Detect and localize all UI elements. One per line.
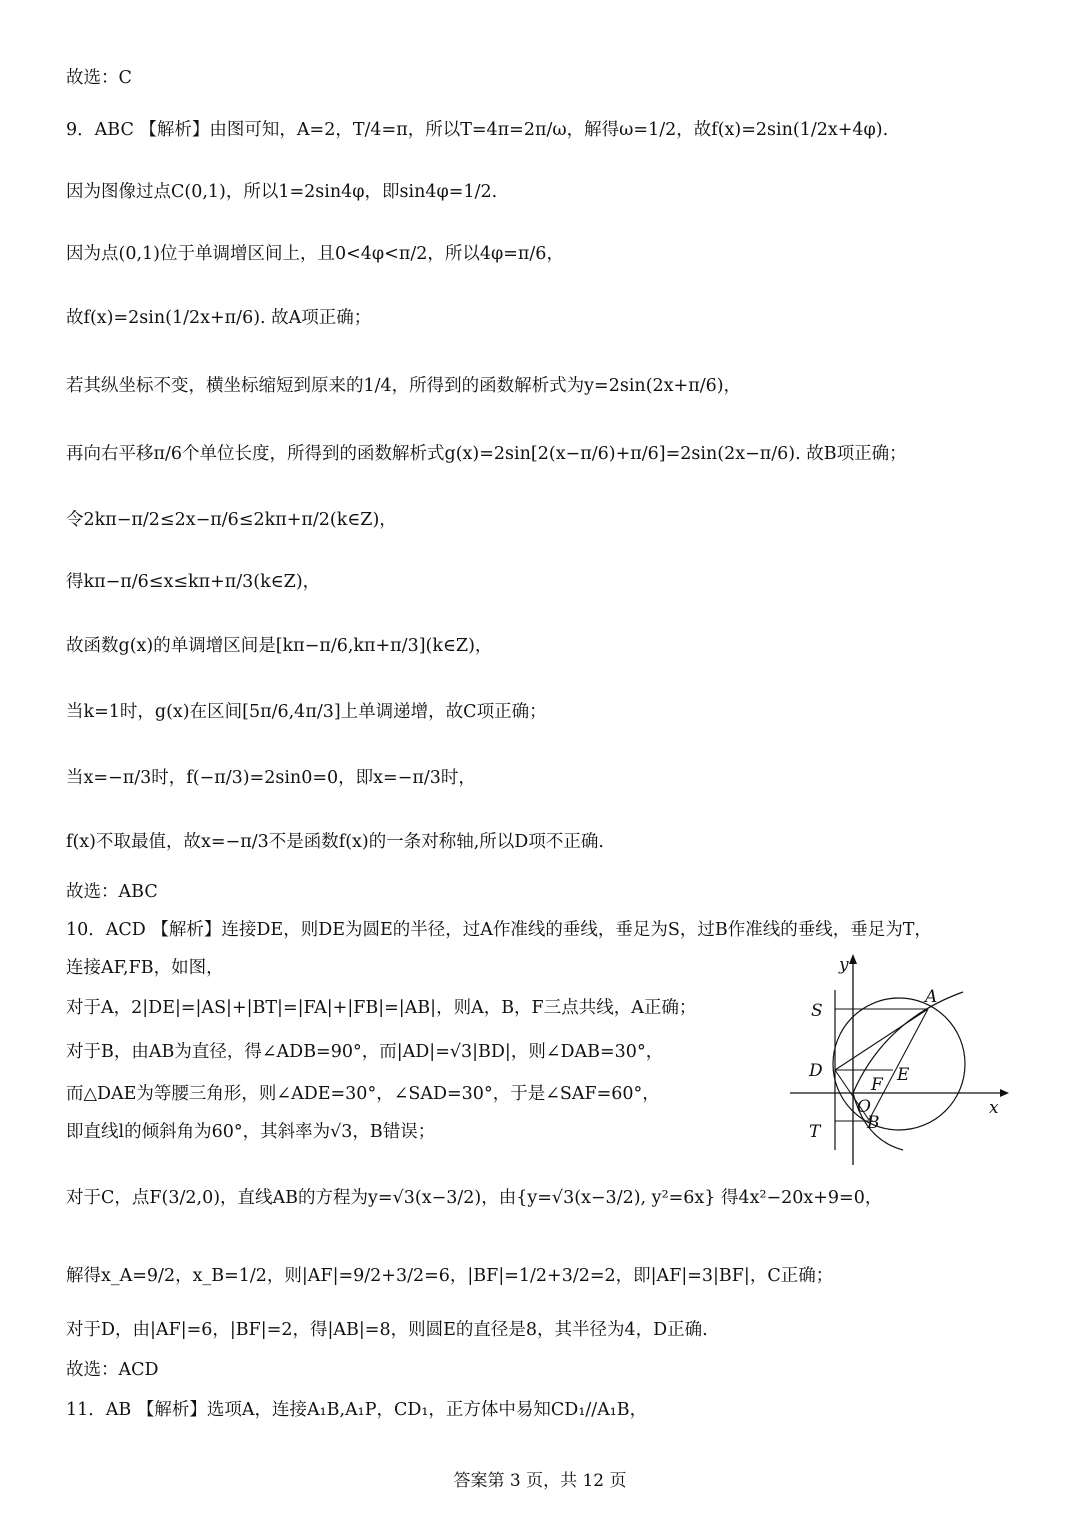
text-line: 故函数g(x)的单调增区间是[kπ−π/6,kπ+π/3](k∈Z)， — [66, 636, 493, 656]
text-line: 对于D，由|AF|=6，|BF|=2，得|AB|=8，则圆E的直径是8，其半径为4，D正确. — [66, 1320, 708, 1340]
text-line: 解得x_A=9/2，x_B=1/2，则|AF|=9/2+3/2=6，|BF|=1/2+3/2=2，即|AF|=3|BF|，C正确； — [66, 1266, 834, 1286]
text-line: 而△DAE为等腰三角形，则∠ADE=30°，∠SAD=30°，于是∠SAF=60°， — [66, 1084, 660, 1104]
segment-da — [835, 1009, 928, 1070]
text-line: 9．ABC 【解析】由图可知，A=2，T/4=π，所以T=4π=2π/ω，解得ω=1/2，故f(x)=2sin(1/2x+4φ). — [66, 120, 889, 140]
text-line: 11．AB 【解析】选项A，连接A₁B,A₁P，CD₁，正方体中易知CD₁//A₁B， — [66, 1400, 648, 1420]
text-line: 当k=1时，g(x)在区间[5π/6,4π/3]上单调递增，故C项正确； — [66, 702, 547, 722]
label-o: O — [857, 1097, 871, 1117]
text-line: 对于C，点F(3/2,0)，直线AB的方程为y=√3(x−3/2)，由{y=√3(x−3/2), y²=6x} 得4x²−20x+9=0， — [66, 1188, 883, 1208]
label-s: S — [811, 1001, 823, 1021]
label-x: x — [989, 1098, 999, 1118]
text-line: 因为图像过点C(0,1)，所以1=2sin4φ，即sin4φ=1/2. — [66, 182, 498, 202]
text-line: 对于B，由AB为直径，得∠ADB=90°，而|AD|=√3|BD|，则∠DAB=30°， — [66, 1042, 664, 1062]
text-line: 再向右平移π/6个单位长度，所得到的函数解析式g(x)=2sin[2(x−π/6)+π/6]=2sin(2x−π/6). 故B项正确； — [66, 444, 907, 464]
text-line: 当x=−π/3时，f(−π/3)=2sin0=0，即x=−π/3时， — [66, 768, 476, 788]
text-line: 故选：ABC — [66, 882, 158, 902]
text-line: 对于A，2|DE|=|AS|+|BT|=|FA|+|FB|=|AB|，则A，B，F三点共线，A正确； — [66, 998, 697, 1018]
text-line: 故选：ACD — [66, 1360, 159, 1380]
text-line: 即直线l的倾斜角为60°，其斜率为√3，B错误； — [66, 1122, 436, 1142]
text-line: 得kπ−π/6≤x≤kπ+π/3(k∈Z)， — [66, 572, 321, 592]
y-axis-arrow — [849, 954, 857, 964]
label-e: E — [897, 1065, 910, 1085]
text-line: 故选：C — [66, 68, 132, 88]
text-line: 若其纵坐标不变，横坐标缩短到原来的1/4，所得到的函数解析式为y=2sin(2x+π/6)， — [66, 376, 742, 396]
label-d: D — [809, 1061, 823, 1081]
page-footer: 答案第 3 页，共 12 页 — [453, 1471, 627, 1491]
x-axis-arrow — [1000, 1089, 1009, 1097]
label-a: A — [925, 987, 938, 1007]
text-line: 故f(x)=2sin(1/2x+π/6). 故A项正确； — [66, 308, 372, 328]
text-line: 因为点(0,1)位于单调增区间上，且0<4φ<π/2，所以4φ=π/6， — [66, 244, 564, 264]
label-b: B — [867, 1113, 880, 1133]
text-line: 10．ACD 【解析】连接DE，则DE为圆E的半径，过A作准线的垂线，垂足为S，过B作准线的垂线，垂足为T， — [66, 920, 932, 940]
label-t: T — [809, 1122, 821, 1142]
text-line: 连接AF,FB，如图， — [66, 958, 224, 978]
label-f: F — [871, 1075, 883, 1095]
parabola-circle-figure — [785, 950, 1015, 1170]
label-y: y — [839, 955, 849, 975]
text-line: f(x)不取最值，故x=−π/3不是函数f(x)的一条对称轴,所以D项不正确. — [66, 832, 604, 852]
text-line: 令2kπ−π/2≤2x−π/6≤2kπ+π/2(k∈Z)， — [66, 510, 397, 530]
